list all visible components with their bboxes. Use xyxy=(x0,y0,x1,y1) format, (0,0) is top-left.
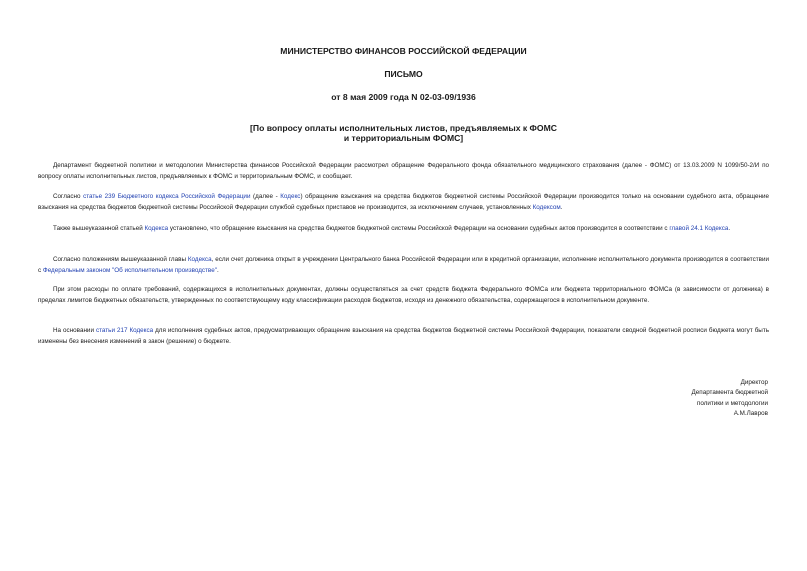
paragraph-2-text-c: ) обращение взыскания на средства бюджетов бюджетной системы Российской Федерации производится только на основании судебного акта, обращение взыскания на средства бюджетов бюджетной системы Российской Федерации службой судебных приставов не производится, за исключением случаев, установленных xyxy=(38,193,770,211)
document-subject xyxy=(0,123,807,143)
signature-name: А.М.Лавров xyxy=(733,410,768,418)
signature-department-2: политики и методологии xyxy=(696,399,768,407)
paragraph-6-text-a: На основании xyxy=(53,327,96,334)
paragraph-3-text-c: . xyxy=(728,225,731,232)
paragraph-2-text-a: Согласно xyxy=(53,193,84,200)
link-code-2[interactable]: Кодексом xyxy=(532,203,561,211)
paragraph-6-text-b: для исполнения судебных актов, предусматривающих обращение взыскания на средства бюджетов бюджетной системы Российской Федерации, показатели сводной бюджетной росписи бюджета могут быть изменены без внесения изменений в закон (решение) о бюджете. xyxy=(38,327,769,345)
paragraph-2-text-b: (далее - xyxy=(250,193,281,200)
paragraph-5-text: При этом расходы по оплате требований, содержащихся в исполнительных документах, должны осуществляться за счет средств бюджета Федерального ФОМСа или бюджета территориального ФОМСа (в зависимости от должника) в пределах лимитов бюджетных обязательств, утвержденных по соответствующему коду классификации расходов бюджетов, исходя из денежного обязательства, содержащегося в исполнительном документе. xyxy=(38,286,769,304)
link-code-4[interactable]: Кодекса xyxy=(187,256,212,263)
link-federal-law[interactable]: Федеральным законом "Об исполнительном производстве" xyxy=(42,266,217,274)
ministry-heading: МИНИСТЕРСТВО ФИНАНСОВ РОССИЙСКОЙ ФЕДЕРАЦИИ xyxy=(280,46,527,56)
paragraph-4-text-c: . xyxy=(216,266,219,274)
paragraph-5 xyxy=(38,285,769,306)
paragraph-4 xyxy=(38,255,769,276)
paragraph-2 xyxy=(38,192,769,213)
paragraph-1 xyxy=(38,161,769,182)
subject-line-2: и территориальным ФОМС] xyxy=(343,133,464,143)
paragraph-1-text: Департамент бюджетной политики и методологии Министерства финансов Российской Федерации рассмотрел обращение Федерального фонда обязательного медицинского страхования (далее - ФОМС) от 13.03.2009 N 1099/50-2/И по вопросу оплаты исполнительных листов, предъявляемых к ФОМС и территориальным ФОМС, и сообщает. xyxy=(38,162,769,180)
link-code[interactable]: Кодекс xyxy=(280,193,301,200)
document-type: ПИСЬМО xyxy=(384,69,423,79)
link-article-239[interactable]: статье 239 Бюджетного кодекса Российской Федерации xyxy=(83,193,251,200)
paragraph-4-text-a: Согласно положениям вышеуказанной главы xyxy=(53,256,188,263)
paragraph-6 xyxy=(38,326,769,347)
paragraph-2-text-d: . xyxy=(560,203,563,211)
link-chapter-24-1[interactable]: главой 24.1 Кодекса xyxy=(669,225,729,232)
signature-block xyxy=(568,378,768,420)
paragraph-3-text-a: Также вышеуказанной статьей xyxy=(53,225,145,232)
paragraph-3-text-b: установлено, что обращение взыскания на средства бюджетов бюджетной системы Российской Федерации на основании судебных актов производится в соответствии с xyxy=(168,225,670,232)
paragraph-4-text-b: , если счет должника открыт в учреждении Центрального банка Российской Федерации или в кредитной организации, исполнение исполнительного документа производится в соответствии с xyxy=(38,256,769,274)
signature-title: Директор xyxy=(740,379,768,386)
date-number: от 8 мая 2009 года N 02-03-09/1936 xyxy=(331,92,476,102)
link-code-3[interactable]: Кодекса xyxy=(144,225,169,232)
paragraph-3 xyxy=(38,224,769,235)
link-article-217[interactable]: статьи 217 Кодекса xyxy=(95,327,154,334)
subject-line-1: [По вопросу оплаты исполнительных листов, предъявляемых к ФОМС xyxy=(250,123,557,133)
signature-department: Департамента бюджетной xyxy=(691,389,768,397)
